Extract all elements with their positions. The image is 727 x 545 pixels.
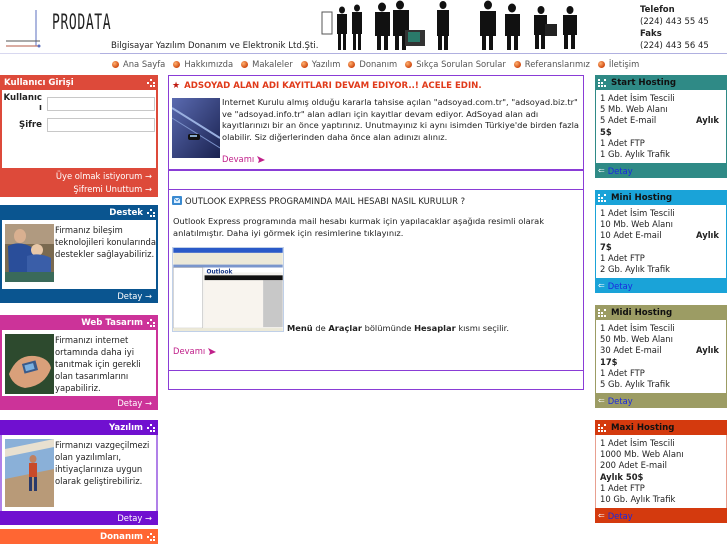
bullet-icon [348,61,355,68]
phone-number: (224) 443 55 45 [640,17,709,27]
hosting-start: Start Hosting 1 Adet İsim Tescili 5 Mb. Web Alanı 5 Adet E-mail Aylık 5$ 1 Adet FTP 1 Gb. Aylık Trafik ⇐ Detay [595,75,727,178]
service-detail-link[interactable]: Detay → [0,396,158,410]
article-outlook [168,189,584,371]
outlook-express-icon [172,195,183,206]
login-footer [0,168,158,197]
nav-iletisim[interactable]: İletişim [598,59,639,69]
package-detail-link[interactable]: ⇐ Detay [595,278,727,293]
fax-number: (224) 443 56 45 [640,41,709,51]
nav-sss[interactable]: Sıkça Sorulan Sorular [405,59,506,69]
article-separator [168,170,584,190]
nav-hakkimizda[interactable]: Hakkımızda [173,59,233,69]
grid-dots-icon [147,319,155,327]
bullet-icon [112,61,119,68]
nav-referanslar[interactable]: Referanslarımız [514,59,590,69]
arrow-left-icon: ⇐ [598,396,605,406]
grid-dots-icon [147,533,155,541]
business-silhouettes-banner [320,0,630,52]
package-title: Start Hosting [611,77,676,88]
service-box-web-tasarim [0,315,158,410]
service-title: Yazılım [108,422,143,433]
package-title: Mini Hosting [611,192,673,203]
username-input[interactable] [47,97,155,111]
package-price: 5$ [600,126,612,137]
grid-dots-icon [147,424,155,432]
logo-text: PRODATA [52,10,112,34]
read-more-link[interactable]: Devamı [222,154,265,164]
arrow-left-icon: ⇐ [598,166,605,176]
package-price: Aylık 50$ [600,471,644,482]
bullet-icon [173,61,180,68]
arrow-right-icon [257,155,265,163]
highway-car-image [172,98,220,158]
service-description: Firmanızı vazgeçilmezi olan yazılımları, ihtiyaçlarınıza uygun olarak geliştirebiliriz. [55,440,150,486]
article-title[interactable]: ADSOYAD ALAN ADI KAYITLARI DEVAM EDIYOR..! ACELE EDIN. [184,81,482,91]
grid-dots-icon [147,209,155,217]
package-title: Midi Hosting [611,307,673,318]
grid-dots-icon [598,79,606,87]
header-divider-left [0,53,100,54]
login-form [0,90,158,168]
hand-laptop-image [5,334,54,394]
arrow-left-icon: ⇐ [598,281,605,291]
bullet-icon [598,61,605,68]
image-caption: Menü de Araçlar bölümünde Hesaplar kısmı seçilir. [287,323,509,333]
nav-donanim[interactable]: Donanım [348,59,397,69]
grid-dots-icon [598,424,606,432]
bullet-icon [405,61,412,68]
forgot-password-link[interactable]: Şifremi Unuttum → [73,184,152,194]
package-title: Maxi Hosting [611,422,675,433]
package-detail-link[interactable]: ⇐ Detay [595,393,727,408]
star-icon: ★ [172,80,181,91]
bullet-icon [301,61,308,68]
service-detail-link[interactable]: Detay → [0,289,158,303]
bullet-icon [514,61,521,68]
password-input[interactable] [47,118,155,132]
company-tagline: Bilgisayar Yazılım Donanım ve Elektronik Ltd.Şti. [111,41,319,51]
register-link[interactable]: Üye olmak istiyorum → [55,171,152,181]
arrow-right-icon [208,347,216,355]
package-detail-link[interactable]: ⇐ Detay [595,508,727,523]
read-more-link[interactable]: Devamı [173,346,216,356]
package-price: 7$ [600,241,612,252]
service-box-destek [0,205,158,303]
service-title: Destek [109,207,143,218]
hosting-mini: Mini Hosting 1 Adet İsim Tescili 10 Mb. Web Alanı 10 Adet E-mail Aylık 7$ 1 Adet FTP 2 Gb. Aylık Trafik ⇐ Detay [595,190,727,293]
password-label: Şifre [19,120,42,130]
arrow-left-icon: ⇐ [598,511,605,521]
svg-text:Outlook: Outlook [206,269,233,276]
logo-mark-icon [4,8,44,48]
main-nav [112,59,647,69]
grid-dots-icon [598,194,606,202]
outlook-screenshot-image[interactable] [172,247,284,332]
header-divider [100,53,727,54]
login-box [0,75,158,197]
grid-dots-icon [598,309,606,317]
service-detail-link[interactable]: Detay → [0,511,158,525]
service-box-donanim [0,529,158,544]
hosting-maxi: Maxi Hosting 1 Adet İsim Tescili 1000 Mb. Web Alanı 200 Adet E-mail Aylık 50$ 1 Adet FTP 10 Gb. Aylık Trafik ⇐ Detay [595,420,727,523]
hosting-midi: Midi Hosting 1 Adet İsim Tescili 50 Mb. Web Alanı 30 Adet E-mail Aylık 17$ 1 Adet FTP 5 Gb. Aylık Trafik ⇐ Detay [595,305,727,408]
service-title: Donanım [100,531,143,542]
nav-ana-sayfa[interactable]: Ana Sayfa [112,59,165,69]
nav-makaleler[interactable]: Makaleler [241,59,293,69]
grid-dots-icon [147,79,155,87]
package-price: 17$ [600,356,618,367]
article-title[interactable]: OUTLOOK EXPRESS PROGRAMINDA MAIL HESABI NASIL KURULUR ? [185,195,466,206]
username-label: Kullanıc ı [3,93,42,113]
article-body: Outlook Express programında mail hesabı kurmak için yapılacaklar aşağıda resimli olarak anlatılmıştır. Daha iyi görmek için resimlerine tıklayınız. [173,216,545,238]
support-technicians-image [5,224,54,282]
phone-label: Telefon [640,5,675,15]
bullet-icon [241,61,248,68]
construction-worker-image [5,439,54,507]
fax-label: Faks [640,29,662,39]
nav-yazilim[interactable]: Yazılım [301,59,341,69]
article-body: Internet Kurulu almış olduğu kararla tahsise açılan "adsoyad.com.tr", "adsoyad.biz.tr" ve "adsoyad.info.tr" alan adları için kayıtlar devam ediyor. AdSoyad alan adı kayıtlarınızı bir an önce yaptırınız. Unutmayınız ki aynı isimden Türkiye'de birden fazla olabilir. Siz diğerlerinden daha önce alan adınızı alınız. [222,97,580,142]
service-description: Firmanızı internet ortamında daha iyi tanıtmak için gerekli olan tasarımlarını yapabiliriz. [55,335,141,393]
contact-info [640,4,709,52]
service-box-yazilim [0,420,158,525]
article-separator [168,370,584,390]
article-adsoyad [168,75,584,170]
service-description: Firmanız bileşim teknolojileri konularında destekler sağlayabiliriz. [55,225,157,259]
package-detail-link[interactable]: ⇐ Detay [595,163,727,178]
login-header [0,75,158,90]
login-title: Kullanıcı Girişi [4,77,74,88]
service-title: Web Tasarım [81,317,143,328]
